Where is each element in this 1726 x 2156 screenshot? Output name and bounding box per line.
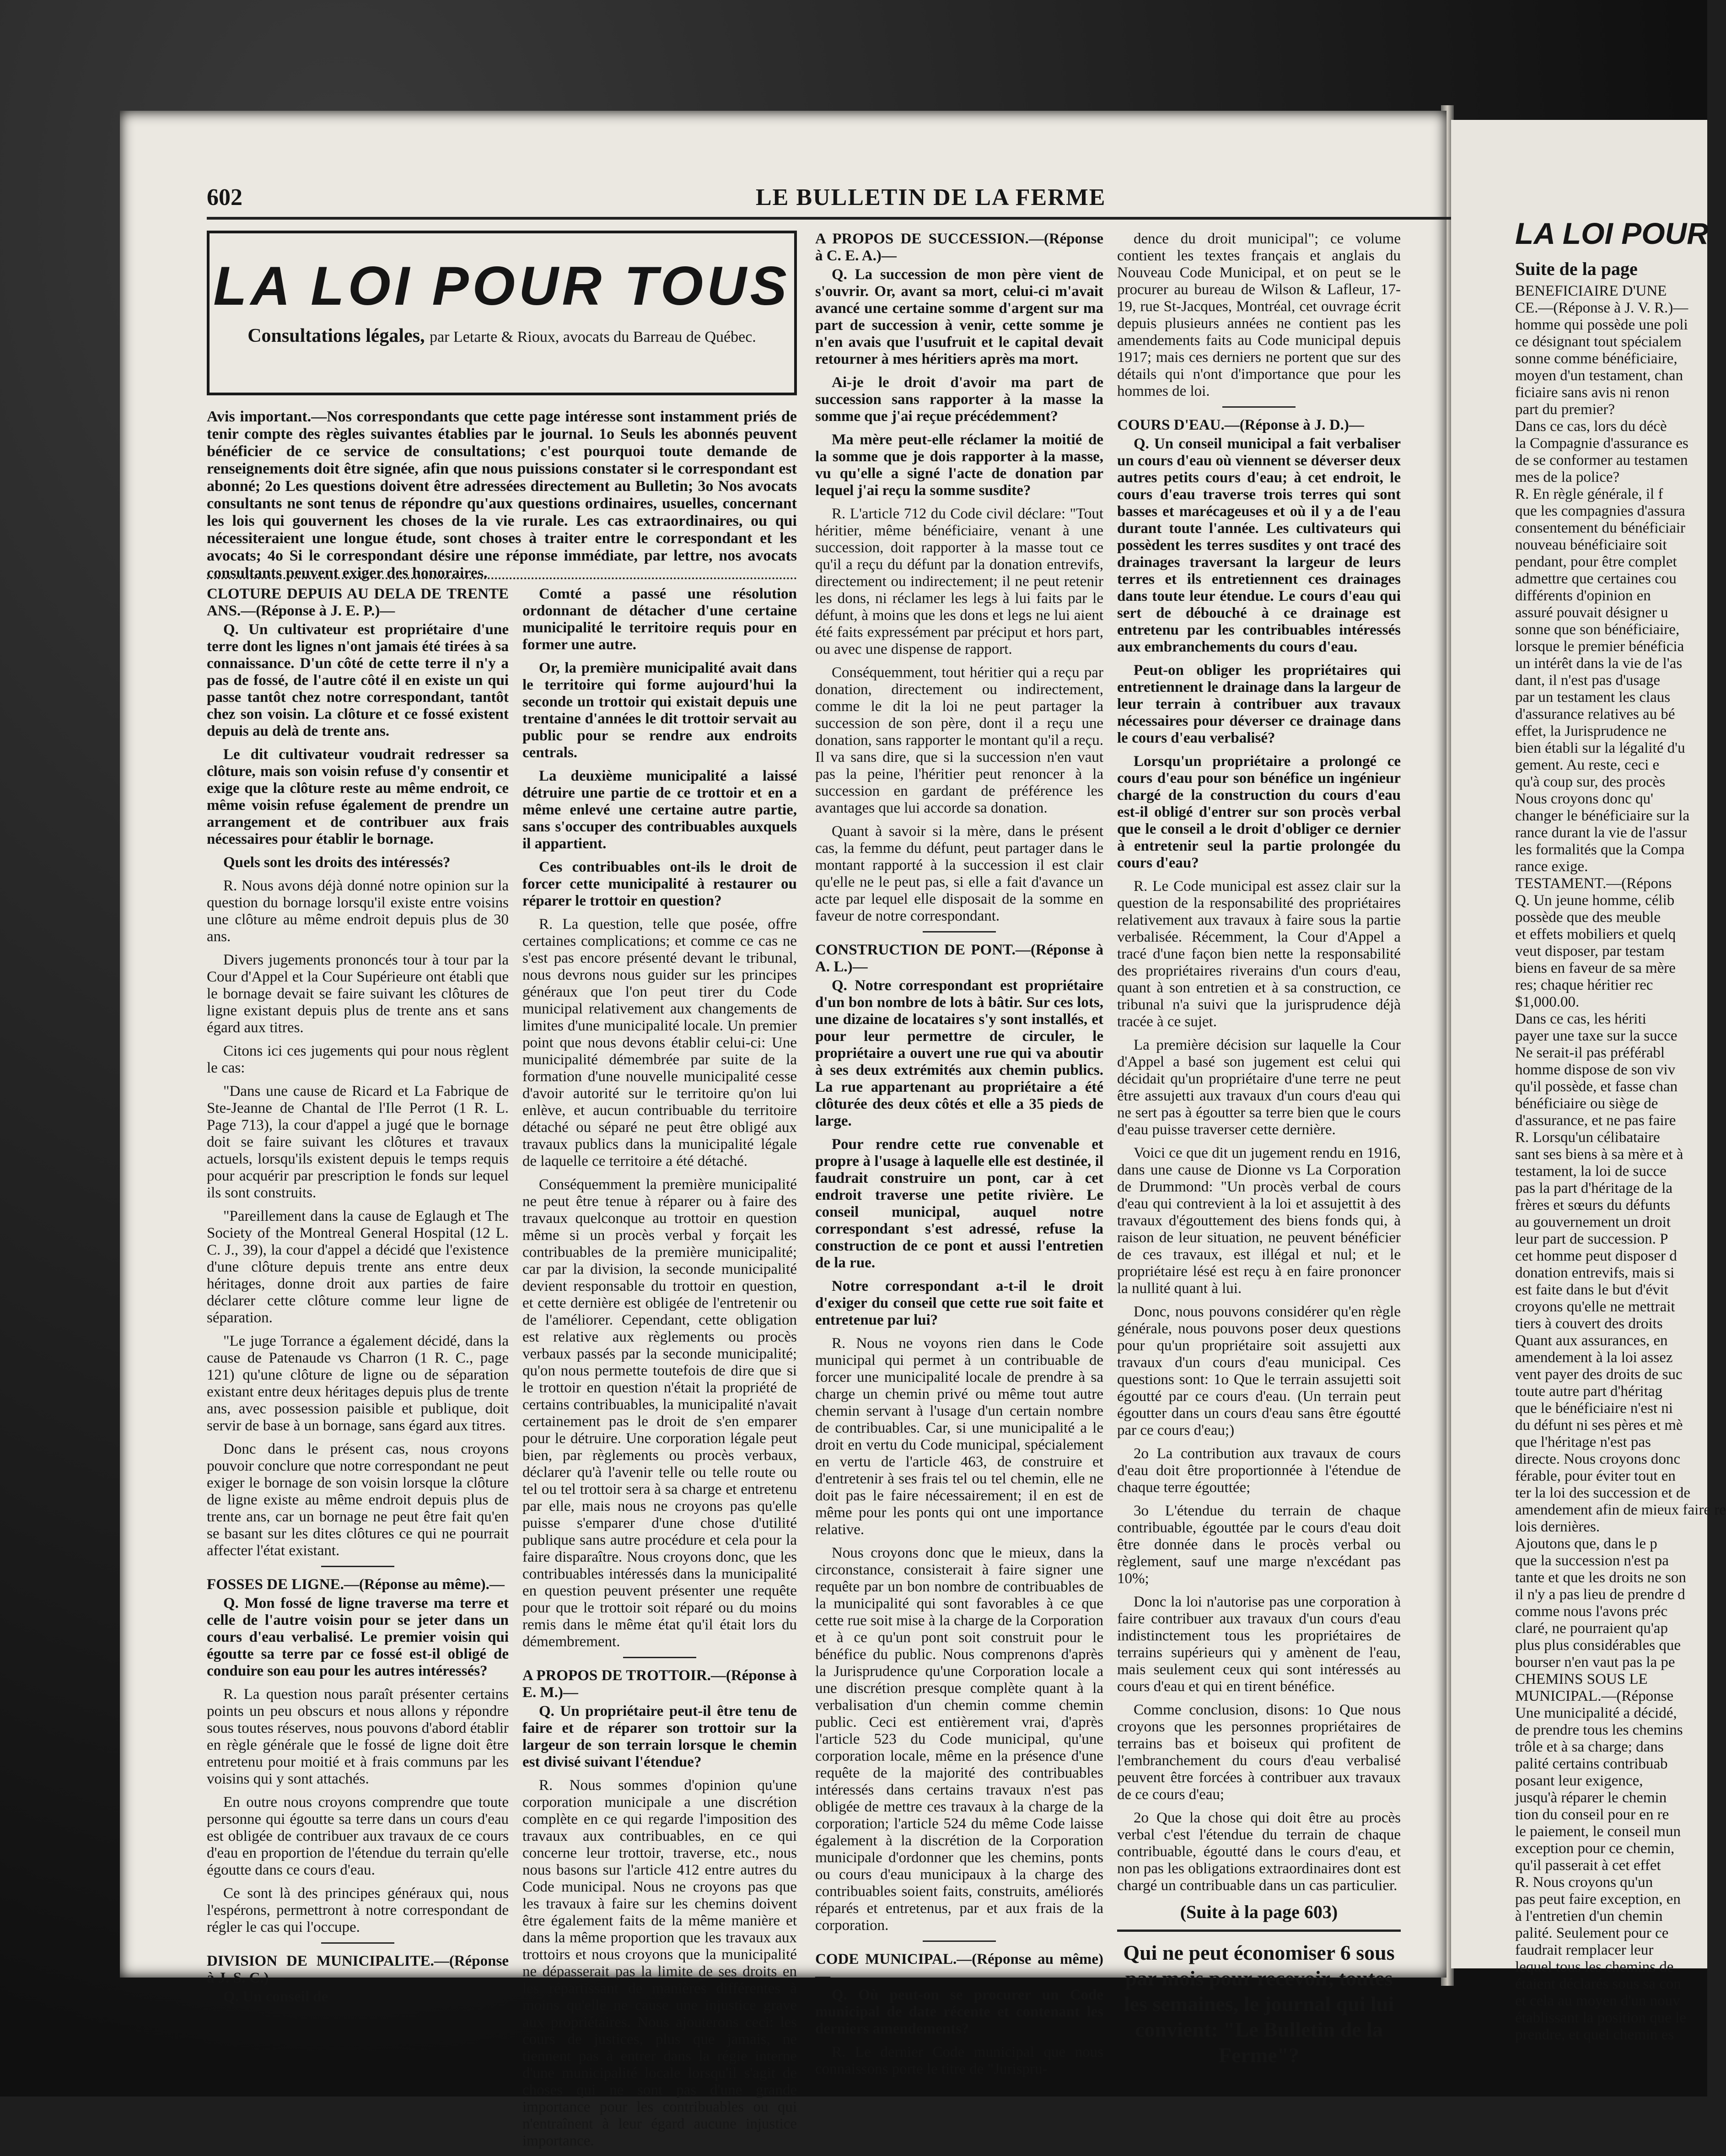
facing-page-line: Une municipalité a décidé, [1515, 1705, 1677, 1721]
question: Ces contribuables ont-ils le droit de forcer cette municipalité à restaurer ou réparer le trottoir en question? [522, 859, 797, 909]
facing-page-title: LA LOI POUR [1515, 216, 1709, 250]
question: La deuxième municipalité a laissé détruire une partie de ce trottoir et en a même enlevé une certaine autre partie, sans s'occuper des contribuables auxquels il appartient. [522, 768, 797, 852]
article-separator [1222, 406, 1296, 408]
question: Peut-on obliger les propriétaires qui entretiennent le drainage dans la largeur de leur terrain à contribuer aux travaux nécessaires pour déverser ce drainage dans le cours d'eau verbalisé? [1117, 662, 1401, 746]
question: Q. Un cultivateur est propriétaire d'une terre dont les lignes n'ont jamais été tirées à sa connaissance. D'un côté de cette terre il n'y a pas de fossé, de l'autre côté il en existe un qui passe tantôt chez notre correspondant, tantôt chez son voisin. La clôture et ce fossé existent depuis au delà de trente ans. [207, 621, 509, 739]
facing-page-line: pas peut faire exception, en [1515, 1891, 1681, 1908]
answer: R. Le Code municipal est assez clair sur la question de la responsabilité des propriétaires relativement aux travaux à faire sous la partie verbalisée. Récemment, la Cour d'Appel a tracé d'une façon bien nette la responsabilité des propriétaires riverains d'un cours d'eau, quant à son entretien et à sa construction, ce tribunal n'a suivi que la jurisprudence déjà tracée à ce sujet. [1117, 878, 1401, 1030]
question: Q. Notre correspondant est propriétaire d'un bon nombre de lots à bâtir. Sur ces lots, une dizaine de locataires s'y sont installés, et pour leur permettre de circuler, le propriétaire a ouvert une rue qui va aboutir à ses deux extrémités aux chemin publics. La rue appartenant au propriétaire a été clôturée des deux côtés et elle a 35 pieds de large. [815, 977, 1103, 1129]
facing-page-line: Quant aux assurances, en [1515, 1332, 1668, 1349]
facing-page-line: pas la part d'héritage de la [1515, 1180, 1673, 1197]
column-b [522, 586, 797, 2156]
answer: "Dans une cause de Ricard et La Fabrique de Ste-Jeanne de Chantal de l'Ile Perrot (1 R. L. Page 713), la cour d'appel a jugé que le bornage doit se faire suivant les clôtures et travaux actuels, lorsqu'ils existent depuis le temps requis pour acquérir par prescription le fonds sur lequel ils sont construits. [207, 1083, 509, 1201]
facing-page-line: la Compagnie d'assurance es [1515, 435, 1688, 452]
masthead-subtitle: Consultations légales, par Letarte & Rioux, avocats du Barreau de Québec. [247, 325, 756, 346]
answer: Voici ce que dit un jugement rendu en 1916, dans une cause de Dionne vs La Corporation de Drummond: "Un procès verbal de cours d'eau qui contrevient à la loi et assujettit à des travaux d'égouttement des biens fonds qui, à raison de leur situation, ne peuvent bénéficier de ces travaux, est illégal et nul; et le propriétaire lésé est reçu à en faire prononcer la nullité quant à lui. [1117, 1145, 1401, 1297]
facing-page-line: les formalités que la Compa [1515, 841, 1685, 858]
question: Notre correspondant a-t-il le droit d'exiger du conseil que cette rue soit faite et entretenue par lui? [815, 1278, 1103, 1328]
answer: Donc dans le présent cas, nous croyons pouvoir conclure que notre correspondant ne peut exiger le bornage de son voisin lorsque la clôture de ligne existe au même endroit depuis plus de trente ans, car un bornage ne peut être fait qu'en se basant sur les dites clôtures ce qui ne pourrait affecter l'état existant. [207, 1441, 509, 1559]
facing-page-line: posant leur exigence, [1515, 1773, 1643, 1789]
facing-page-line: BENEFICIAIRE D'UNE [1515, 283, 1667, 299]
question: Or, la première municipalité avait dans le territoire qui forme aujourd'hui la seconde un trottoir qui existait depuis une trentaine d'années le dit trottoir servait au public pour se rendre aux endroits centrals. [522, 660, 797, 761]
facing-page-line: qu'il possède, et fasse chan [1515, 1078, 1678, 1095]
answer: 2o La contribution aux travaux de cours d'eau doit être proportionnée à l'étendue de chaque terre égouttée; [1117, 1445, 1401, 1496]
facing-page-line: lois dernières. [1515, 1519, 1600, 1535]
answer: "Pareillement dans la cause de Eglaugh et The Society of the Montreal General Hospital (12 L. C. J., 39), la cour d'appel a décidé que l'existence d'une clôture depuis trente ans entre deux héritages, donne droit aux parties de faire déclarer cette clôture comme leur ligne de séparation. [207, 1208, 509, 1326]
subscription-ad: Qui ne peut économiser 6 sous par mois pour recevoir, toutes les semaines, le journal qui lui convient: "Le Bulletin de la Ferme"? [1117, 1930, 1401, 2068]
question: Q. Un conseil municipal a fait verbaliser un cours d'eau où viennent se déverser deux autres petits cours d'eau; à cet endroit, le cours d'eau traverse trois terres qui sont basses et marécageuses et où il y a de l'eau durant toute l'année. Les cultivateurs qui possèdent les terres susdites y ont tracé des drainages traversant la largeur de leurs terres et ils entretiennent ces drainages dans toute leur étendue. Le cours d'eau qui sert de débouché à ce drainage est entretenu par les contribuables intéressés aux embranchements du cours d'eau. [1117, 436, 1401, 655]
facing-page-line: CHEMINS SOUS LE [1515, 1671, 1648, 1687]
facing-page-line: plus plus considérables que [1515, 1637, 1681, 1654]
facing-page-line: férable, pour éviter tout en [1515, 1468, 1676, 1484]
facing-page-line: amendement afin de mieux faire re [1515, 1502, 1726, 1518]
facing-page-line: qu'à coup sur, des procès [1515, 774, 1666, 790]
facing-page-line: comme nous l'avons préc [1515, 1603, 1668, 1620]
facing-page-line: admettre que certaines cou [1515, 571, 1677, 587]
facing-page-line: jusqu'à réparer le chemin [1515, 1789, 1667, 1806]
facing-page-line: que les compagnies d'assura [1515, 503, 1685, 519]
facing-page-line: donation entrevifs, mais si [1515, 1265, 1675, 1281]
facing-page-line: du défunt ni ses pères et mè [1515, 1417, 1683, 1434]
article-separator [321, 1942, 394, 1944]
facing-page-line: cet homme peut disposer d [1515, 1248, 1677, 1264]
answer: Donc la loi n'autorise pas une corporation à faire contribuer aux travaux d'un cours d'eau indistinctement tous les propriétaires de terrains supérieurs qui y amènent de l'eau, mais seulement ceux qui sont intéressés au cours d'eau et qui en tirent bénéfice. [1117, 1594, 1401, 1695]
publication-title: LE BULLETIN DE LA FERME [756, 184, 1106, 210]
answer: En outre nous croyons comprendre que toute personne qui égoutte sa terre dans un cours d'eau est obligée de contribuer aux travaux de ce cours d'eau en proportion de l'étendue du terrain qu'elle égoutte dans ce cours d'eau. [207, 1794, 509, 1878]
facing-page-line: faudrait remplacer leur [1515, 1942, 1654, 1958]
facing-page-line: frères et sœurs du défunts [1515, 1197, 1671, 1213]
facing-page-line: est faite dans le but d'évit [1515, 1282, 1668, 1298]
facing-page-line: différents d'opinion en [1515, 588, 1651, 604]
article-heading: CLOTURE DEPUIS AU DELA DE TRENTE ANS.—(Réponse à J. E. P.)— [207, 586, 509, 619]
answer: R. Nous ne voyons rien dans le Code municipal qui permet à un contribuable de forcer une municipalité locale de prendre à sa charge un chemin privé ou même tout autre chemin servant à l'usage d'un certain nombre de contribuables. Car, si une municipalité a le droit en vertu du Code municipal, spécialement en vertu de l'article 463, de construire et d'entretenir à ses frais tel ou tel chemin, elle ne doit pas le faire nécessairement; il en est de même pour les ponts qui ont une importance relative. [815, 1335, 1103, 1538]
facing-page-line: rance exige. [1515, 858, 1588, 875]
continued-note: (Suite à la page 603) [1180, 1902, 1338, 1922]
facing-page-line: palité. Seulement pour ce [1515, 1925, 1669, 1941]
facing-page-line: croyons qu'elle ne mettrait [1515, 1299, 1675, 1315]
facing-page-line: étaient déclarés sous sa con [1515, 1976, 1681, 1992]
page-header [207, 184, 1479, 213]
facing-page-line: lorsque le premier bénéficia [1515, 638, 1684, 655]
facing-page-line: TESTAMENT.—(Répons [1515, 875, 1672, 892]
facing-page-line: R. Lorsqu'un célibataire [1515, 1129, 1660, 1146]
column-d [1117, 231, 1401, 2068]
facing-page-line: toute autre part d'héritag [1515, 1383, 1663, 1400]
facing-page-line: $1,000.00. [1515, 994, 1580, 1010]
facing-page-line: un intérêt dans la vie de l'as [1515, 655, 1683, 672]
article-separator [923, 1940, 996, 1942]
answer: Divers jugements prononcés tour à tour par la Cour d'Appel et la Cour Supérieure ont établi que le bornage devait se faire suivant les clôtures de ligne existant depuis plus de trente ans et sans égard aux titres. [207, 952, 509, 1036]
answer: Conséquemment, tout héritier qui a reçu par donation, directement ou indirectement, comme le dit la loi ne peut partager la succession de son père, dont il a reçu une donation, sans rapporter le montant qu'il a reçu. Il va sans dire, que si la succession n'en vaut pas la peine, l'héritier peut renoncer à la succession en gardant de préférence les avantages que lui accorde sa donation. [815, 664, 1103, 816]
facing-page-line: que l'héritage n'est pas [1515, 1434, 1651, 1450]
facing-page-line: trôle et à sa charge; dans [1515, 1739, 1664, 1755]
article-heading: A PROPOS DE TROTTOIR.—(Réponse à E. M.)— [522, 1667, 797, 1701]
masthead-title: LA LOI POUR TOUS [213, 255, 790, 317]
article-heading: COURS D'EAU.—(Réponse à J. D.)— [1117, 417, 1364, 433]
facing-page-line: ficiaire sans avis ni renon [1515, 384, 1670, 401]
answer: La première décision sur laquelle la Cour d'Appel a basé son jugement est celui qui décidait qu'un propriétaire d'une terre ne peut être assujetti aux travaux d'un cours d'eau qui ne sert pas à égoutter sa terre bien que le cours d'eau puisse traverser cette dernière. [1117, 1037, 1401, 1138]
facing-page-line: et cela au moyen d'un nouv [1515, 1993, 1680, 2009]
answer: "Le juge Torrance a également décidé, dans la cause de Patenaude vs Charron (1 R. C., page 121) qu'une clôture de ligne ou de séparation existant entre deux héritages depuis plus de trente ans, avec possession paisible et publique, doit servir de base à un bornage, sans égard aux titres. [207, 1333, 509, 1434]
facing-page-line: vent payer des droits de suc [1515, 1366, 1683, 1383]
question: Q. Mon fossé de ligne traverse ma terre et celle de l'autre voisin pour se jeter dans un cours d'eau verbalisé. Le premier voisin qui égoutte sa terre par ce fossé est-il obligé de conduire son eau pour les autres intéressés? [207, 1595, 509, 1679]
facing-page-line: part du premier? [1515, 401, 1615, 418]
facing-page-line: Dans ce cas, les hériti [1515, 1011, 1646, 1027]
answer: Comme conclusion, disons: 1o Que nous croyons que les personnes propriétaires de terrains bas et boiseux qui profitent de l'embranchement du cours d'eau verbalisé peuvent être forcées à contribuer aux travaux de ce cours d'eau; [1117, 1702, 1401, 1803]
notice-divider [207, 573, 797, 579]
facing-page-line: sonne comme bénéficiaire, [1515, 350, 1678, 367]
facing-page-line: MUNICIPAL.—(Réponse [1515, 1688, 1674, 1704]
article-separator [623, 1657, 696, 1658]
article-heading: DIVISION DE MUNICIPALITE.—(Réponse à J. S. C.)— [207, 1953, 509, 1986]
facing-page-line: payer une taxe sur la succe [1515, 1028, 1678, 1044]
facing-page-line: établissant la position que le [1515, 2010, 1686, 2026]
facing-page-line: Nous croyons donc qu' [1515, 791, 1653, 807]
answer: R. L'article 712 du Code civil déclare: "Tout héritier, même bénéficiaire, venant à une succession, doit rapporter à la masse tout ce qu'il a reçu du défunt par la donation entrevifs, directement ou indirectement; il ne peut retenir les dons, ni réclamer les legs à lui faits par le défunt, à moins que les dons et legs ne lui aient été faits expressément par préciput et hors part, ou avec une dispense de rapport. [815, 506, 1103, 658]
answer: Donc, nous pouvons considérer qu'en règle générale, nous pouvons poser deux questions pour qu'un propriétaire soit assujetti aux travaux d'un cours d'eau municipal. Ces questions sont: 1o Que le terrain assujetti soit égoutté par ce cours d'eau. (Un terrain peut égoutter dans un cours d'eau sans être égoutté par ce cours d'eau;) [1117, 1304, 1401, 1439]
facing-page-line: le paiement, le conseil mun [1515, 1823, 1681, 1840]
facing-page-line: pendant, pour être complet [1515, 554, 1677, 570]
facing-page-line: tion du conseil pour en re [1515, 1806, 1669, 1823]
header-rule [207, 217, 1479, 220]
question: Lorsqu'un propriétaire a prolongé ce cours d'eau pour son bénéfice un ingénieur chargé de la construction du cours d'eau est-il obligé d'entrer sur son procès verbal que le conseil a le droit d'obliger ce dernier à entretenir seul la partie prolongée du cours d'eau? [1117, 753, 1401, 871]
facing-page-line: Ajoutons que, dans le p [1515, 1536, 1657, 1552]
answer: Quant à savoir si la mère, dans le présent cas, la femme du défunt, peut partager dans le montant rapporté à la succession il est clair qu'elle ne le peut pas, si elle a fait d'avance un acte par lequel elle disposait de la somme en faveur de notre correspondant. [815, 823, 1103, 924]
article-heading: CONSTRUCTION DE PONT.—(Réponse à A. L.)— [815, 942, 1103, 975]
facing-page-line: R. En règle générale, il f [1515, 486, 1663, 502]
facing-page-line: il n'y a pas lieu de prendre d [1515, 1586, 1685, 1603]
facing-page-line: bourser n'en vaut pas la pe [1515, 1654, 1675, 1671]
answer: R. Le dernier Code municipal que nous connaissons porte le titre de "Jurispru- [815, 2044, 1103, 2077]
facing-page-line: dant, il n'est pas d'usage [1515, 672, 1661, 689]
answer: dence du droit municipal"; ce volume contient les textes français et anglais du Nouveau Code Municipal, et on peut se le procurer au bureau de Wilson & Lafleur, 17-19, rue St-Jacques, Montréal, cet ouvrage écrit depuis plusieurs années ne contient pas les amendements faits au Code municipal depuis 1917; mais ces derniers ne portent que sur des détails qui n'ont d'importance que pour les hommes de loi. [1117, 231, 1401, 399]
facing-page-line: et effets mobiliers et quelq [1515, 926, 1676, 943]
facing-page-line: consentement du bénéficiair [1515, 520, 1686, 536]
facing-page-line: Dans ce cas, lors du décè [1515, 418, 1667, 435]
facing-page-line: d'assurance, et ne pas faire [1515, 1112, 1676, 1129]
facing-page-line: bien établi sur la légalité d'u [1515, 740, 1685, 756]
facing-page-line: biens en faveur de sa mère [1515, 960, 1676, 976]
facing-page-line: possède que des meuble [1515, 909, 1661, 926]
question: Comté a passé une résolution ordonnant de détacher d'une certaine municipalité le territoire requis pour en former une autre. [522, 586, 797, 653]
article-separator [923, 931, 996, 932]
facing-page-lines [1515, 283, 1726, 2043]
facing-page-line: homme qui possède une poli [1515, 317, 1688, 333]
answer: R. Nous sommes d'opinion qu'une corporation municipale a une discrétion complète en ce qui regarde l'imposition des travaux aux contribuables, en ce qui concerne leur trottoir, traverse, etc., nous nous basons sur l'article 412 entre autres du Code municipal. Nous ne croyons pas que les travaux à faire sur les chemins doivent être également faits de la même manière et dans la même proportion que les travaux aux trottoirs et nous croyons que la municipalité ne dépasserait pas la limite de ses droits en les répartissant de manières différentes à moins qu'elle ne cause une injustice grave aux propriétaires. Nous ajouterons ceci: les cours de justices, plus que jamais, ne tiennent pas à entrer dans la régie interne d'une municipalité locale lorsqu'il s'agit de choses qui ne sont pas d'une grande importance pour les contribuables ou qui n'entraînent à leur égard aucune injustice importance. [522, 1777, 797, 2149]
facing-page-text [1515, 216, 1726, 2043]
facing-page-line: mes de la police? [1515, 469, 1620, 485]
column-a [207, 586, 509, 2012]
facing-page-line: homme dispose de son viv [1515, 1062, 1676, 1078]
facing-page-line: à l'entretien d'un chemin [1515, 1908, 1663, 1924]
facing-page-line: assuré pouvait désigner u [1515, 604, 1668, 621]
facing-page-line: R. Nous croyons qu'un [1515, 1874, 1653, 1891]
facing-page-line: de se conformer au testamen [1515, 452, 1688, 469]
answer: Conséquemment la première municipalité ne peut être tenue à réparer ou à faire des travaux quelconque au trottoir en question même si un procès verbal y forçait les contribuables de la première municipalité; car par la division, la seconde municipalité devient responsable du trottoir en question, et cette dernière est obligée de l'entretenir ou de l'améliorer. Cependant, cette obligation est relative aux règlements ou procès verbaux passés par la seconde municipalité; qu'on nous permette toutefois de dire que si le trottoir en question n'était la propriété de certains contribuables, la municipalité n'avait certainement pas le droit de s'en emparer pour le détruire. Une corporation légale peut bien, par règlements ou procès verbaux, déclarer qu'à l'avenir telle ou telle route ou tel ou tel trottoir sera à sa charge et entretenu par elle, mais nous ne croyons pas qu'elle puisse s'emparer d'une chose d'utilité publique sans autre procédure et cela pour la faire disparaître. Nous croyons donc, que les contribuables intéressés dans la municipalité en question peuvent présenter une requête pour que le trottoir soit réparé ou du moins remis dans le même état qu'il était lors du démembrement. [522, 1176, 797, 1650]
facing-page-line: sonne que son bénéficiaire, [1515, 621, 1680, 638]
newspaper-page [120, 111, 1446, 2149]
facing-page-line: effet, la Jurisprudence ne [1515, 723, 1667, 739]
answer: R. La question, telle que posée, offre certaines complications; et comme ce cas ne s'est pas encore présenté devant le tribunal, nous devrons nous guider sur les principes généraux que l'on peut tirer du Code municipal relativement aux changements de limites d'une municipalité locale. Un premier point que nous devons établir celui-ci: Une municipalité démembrée par suite de la formation d'une nouvelle municipalité cesse d'avoir autorité sur le territoire qu'on lui enlève, et aucun contribuable du territoire détaché ou séparé ne peut être obligé aux travaux publics dans la municipalité légale de laquelle ce territoire a été détaché. [522, 916, 797, 1170]
facing-page-line: Ne serait-il pas préférabl [1515, 1045, 1665, 1061]
facing-page-line: gement. Au reste, ceci e [1515, 757, 1660, 773]
facing-page-line: palité certains contribuab [1515, 1756, 1668, 1772]
facing-page-line: par un testament les claus [1515, 689, 1671, 706]
facing-page-line: ce désignant tout spécialem [1515, 334, 1682, 350]
column-c [815, 231, 1103, 2084]
question: Q. Un propriétaire peut-il être tenu de faire et de réparer son trottoir sur la largeur de son terrain lorsque le chemin est divisé suivant l'étendue? [522, 1703, 797, 1770]
facing-page-line: Q. Un jeune homme, célib [1515, 892, 1675, 909]
question: Quels sont les droits des intéressés? [223, 854, 451, 871]
facing-page-line: qu'il passerait à cet effet [1515, 1857, 1661, 1874]
question: Le dit cultivateur voudrait redresser sa clôture, mais son voisin refuse d'y consentir et exige que la clôture reste au même endroit, ce même voisin refuse également de prendre un arrangement et de contribuer aux frais nécessaires pour établir le bornage. [207, 746, 509, 847]
answer: Nous croyons donc que le mieux, dans la circonstance, consisterait à faire signer une requête par un bon nombre de contribuables de la municipalité qui sont favorables à ce que cette rue soit mise à la charge de la Corporation et à ce qu'un pont soit construit pour le bénéfice du public. Nous comprenons d'après la Jurisprudence qu'une Corporation locale a une discrétion presque complète quant à la verbalisation d'un chemin comme chemin public. Ceci est entièrement vrai, d'après l'article 523 du Code municipal, qu'une corporation locale, même en la présence d'une requête de la majorité des contribuables intéressés dans certains travaux n'est pas obligée de mettre ces travaux à la charge de la corporation; l'article 524 du même Code laisse également à la discrétion de la Corporation municipale d'ordonner que les chemins, ponts ou cours d'eau municipaux à la charge des contribuables soient faits, construits, améliorés réparés et entretenus, par et aux frais de la corporation. [815, 1545, 1103, 1934]
page-number: 602 [207, 184, 242, 210]
facing-page-line: res; chaque héritier rec [1515, 977, 1653, 993]
facing-page-line: lequel tous les chemins de [1515, 1959, 1674, 1975]
answer: R. Nous avons déjà donné notre opinion sur la question du bornage lorsqu'il existe entre voisins une clôture au même endroit depuis plus de 30 ans. [207, 878, 509, 945]
facing-page-line: claré, ne pourraient qu'ap [1515, 1620, 1668, 1637]
facing-page-line: d'assurance relatives au bé [1515, 706, 1675, 722]
facing-page-line: prendre, et quel chemin es [1515, 2027, 1674, 2043]
facing-page-line: amendement à la loi assez [1515, 1349, 1673, 1366]
important-notice: Avis important.—Nos correspondants que cette page intéresse sont instamment priés de tenir compte des règles suivantes établies par le journal. 1o Seuls les abonnés peuvent bénéficier de ce service de consultations; c'est pourquoi toute demande de renseignements doit être signée, afin que nous puissions constater si le correspondant est abonné; 2o Les questions doivent être adressées directement au Bulletin; 3o Nos avocats consultants ne sont tenus de répondre qu'aux questions ordinaires, usuelles, concernant les lois qui gouvernent les choses de la vie rurale. Les cas extraordinaires, ou qui nécessiteraient une longue étude, sont choses à traiter entre le correspondant et les avocats; 4o Si le correspondant désire une réponse immédiate, par lettre, nos avocats consultants peuvent exiger des honoraires. [207, 408, 797, 582]
facing-page-line: que la succession n'est pa [1515, 1552, 1669, 1569]
facing-page-line: CE.—(Réponse à J. V. R.)— [1515, 300, 1688, 316]
question: Ma mère peut-elle réclamer la moitié de la somme que je dois rapporter à la masse, vu qu'elle a signé l'acte de donation par lequel j'ai reçu la somme susdite? [815, 431, 1103, 499]
question: Ai-je le droit d'avoir ma part de succession sans rapporter à la masse la somme que j'ai reçue précédemment? [815, 374, 1103, 425]
facing-page-line: rance durant la vie de l'assur [1515, 825, 1687, 841]
facing-page-line: de prendre tous les chemins [1515, 1722, 1683, 1738]
facing-page-line: que le bénéficiaire n'est ni [1515, 1400, 1673, 1417]
article-heading: A PROPOS DE SUCCESSION.—(Réponse à C. E. A.)— [815, 231, 1103, 264]
facing-page-line: exception pour ce chemin, [1515, 1840, 1675, 1857]
article-separator [321, 1566, 394, 1567]
answer: 2o Que la chose qui doit être au procès verbal c'est l'étendue du terrain de chaque contribuable, égoutté dans le cours d'eau, et non pas les obligations extraordinaires dont est chargé un contribuable dans un cas particulier. [1117, 1810, 1401, 1894]
question: Q. Où peut-on se procurer un Code municipal de date récente et contenant les derniers amendements? [815, 1987, 1103, 2037]
facing-page-line: nouveau bénéficiaire soit [1515, 537, 1667, 553]
facing-page-line: tiers à couvert des droits [1515, 1315, 1663, 1332]
facing-page-line: testament, la loi de succe [1515, 1163, 1667, 1180]
question: Q. La succession de mon père vient de s'ouvrir. Or, avant sa mort, celui-ci m'avait avancé une certaine somme d'argent sur ma part de succession à venir, cette somme je n'en avais que l'usufruit et le capital devait retourner à mes héritiers après ma mort. [815, 266, 1103, 367]
facing-page [1451, 120, 1726, 2043]
article-heading: FOSSES DE LIGNE.—(Réponse au même).— [207, 1576, 505, 1593]
question: Pour rendre cette rue convenable et propre à l'usage à laquelle elle est destinée, il faudrait construire un pont, car à cet endroit traverse une petite rivière. Le conseil municipal, auquel notre correspondant s'est adressé, refuse la construction de ce pont et aussi l'entretien de la rue. [815, 1136, 1103, 1271]
facing-page-line: directe. Nous croyons donc [1515, 1451, 1681, 1467]
masthead-box [207, 231, 797, 395]
facing-page-line: tante et que les droits ne son [1515, 1569, 1686, 1586]
article-heading: CODE MUNICIPAL.—(Réponse au même)— [815, 1951, 1103, 1984]
facing-page-line: sant ses biens à sa mère et à [1515, 1146, 1683, 1163]
facing-page-line: ter la loi des succession et de [1515, 1485, 1691, 1501]
facing-page-line: leur part de succession. P [1515, 1231, 1668, 1247]
facing-page-line: bénéficiaire ou siège de [1515, 1095, 1658, 1112]
facing-page-suite: Suite de la page [1515, 259, 1638, 279]
facing-page-line: changer le bénéficiaire sur la [1515, 808, 1690, 824]
facing-page-line: au gouvernement un droit [1515, 1214, 1671, 1230]
answer: Ce sont là des principes généraux qui, nous l'espérons, permettront à notre correspondant de régler le cas qui l'occupe. [207, 1885, 509, 1935]
facing-page-line: veut disposer, par testam [1515, 943, 1665, 959]
answer: R. La question nous paraît présenter certains points un peu obscurs et nous allons y répondre sous toutes réserves, nous pouvons d'abord établir en règle générale que le fossé de ligne doit être entretenu pour moitié et à frais communs par les voisins qui y sont attachés. [207, 1686, 509, 1787]
facing-page-line: moyen d'un testament, chan [1515, 367, 1683, 384]
answer: Citons ici ces jugements qui pour nous règlent le cas: [207, 1043, 509, 1076]
question: Q. Un conseil de [223, 1989, 328, 2005]
answer: 3o L'étendue du terrain de chaque contribuable, égouttée par le cours d'eau doit être donnée dans le procès verbal ou règlement, sauf une marge n'excédant pas 10%; [1117, 1503, 1401, 1587]
